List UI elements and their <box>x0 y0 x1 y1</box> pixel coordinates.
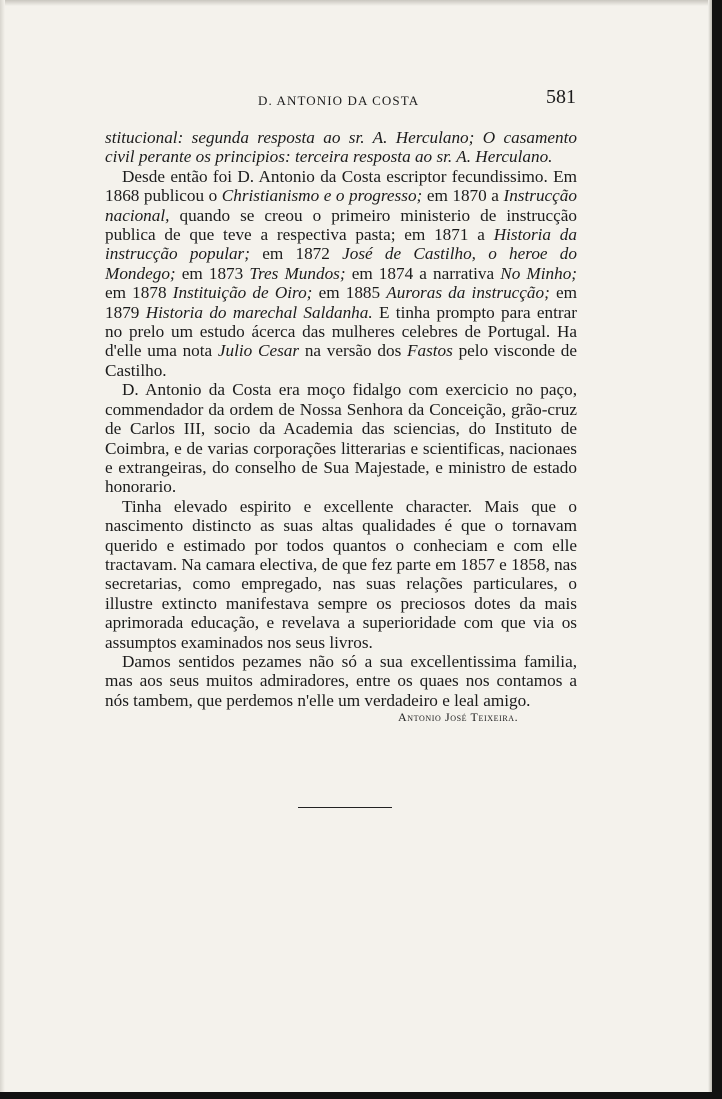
text-run: em 1870 a <box>422 186 504 206</box>
scan-right-border <box>712 0 722 1099</box>
italic-title: José de Castilho, o heroe do Mondego; <box>105 244 577 283</box>
italic-title: Tres Mundos; <box>249 263 346 283</box>
paragraph-condolences: Damos sentidos pezames não só a sua excellentissima familia, mas aos seus muitos admiradores, entre os quaes nos contamos a nós tambem, que perdemos n'elle um verdadeiro e leal amigo. <box>105 651 577 710</box>
text-run: E tinha prompto para entrar no prelo um estudo ácerca das mulheres celebres de Portugal. Ha d'elle uma nota <box>105 302 578 361</box>
italic-run: stitucional: segunda resposta ao sr. A. Herculano; O casamento civil perante os principios: terceira resposta ao sr. A. Herculano. <box>105 128 577 167</box>
text-run: em 1885 <box>312 283 387 303</box>
scan-bottom-border <box>0 1092 722 1099</box>
italic-title: Instrucção nacional, <box>105 186 577 225</box>
text-run: Desde então foi D. Antonio da Costa escriptor fecundissimo. Em 1868 publicou o <box>105 166 577 206</box>
page-body <box>105 128 577 710</box>
italic-title: Fastos <box>407 341 453 361</box>
italic-title: Christianismo e o progresso; <box>221 186 423 206</box>
text-run: em 1879 <box>105 283 578 322</box>
end-rule <box>298 807 392 808</box>
italic-title: Julio Cesar <box>217 341 300 361</box>
italic-title: Auroras da instrucção; <box>386 283 550 303</box>
scan-top-edge <box>0 0 722 6</box>
italic-title: Instituição de Oiro; <box>172 283 313 303</box>
author-signature: Antonio José Teixeira. <box>398 710 519 724</box>
running-head: D. ANTONIO DA COSTA <box>258 93 420 108</box>
text-run: em 1872 <box>249 244 343 264</box>
text-run: pelo visconde de Castilho. <box>105 341 577 380</box>
paragraph-character: Tinha elevado espirito e excellente character. Mais que o nascimento distincto as suas altas qualidades é que o tornavam querido e estimado por todos quantos o conheciam e com elle tractavam. Na camara electiva, de que fez parte em 1857 e 1858, nas secretarias, como empregado, nas suas relações particulares, o illustre extincto manifestava sempre os preciosos dotes da mais aprimorada educação, e revelava a superioridade com que via os assumptos examinados nos seus livros. <box>105 496 577 652</box>
paragraph-works <box>105 167 577 380</box>
text-run: em 1873 <box>175 263 250 283</box>
italic-title: No Minho; <box>500 263 578 283</box>
page-number: 581 <box>546 86 576 108</box>
scan-left-edge <box>0 0 5 1099</box>
text-run: em 1874 a narrativa <box>345 263 501 283</box>
text-run: na versão dos <box>299 341 407 361</box>
paragraph-continuation <box>105 128 577 167</box>
italic-title: Historia da instrucção popular; <box>105 225 577 264</box>
text-run: quando se creou o primeiro ministerio de instrucção publica de que teve a respectiva pasta; em 1871 a <box>105 205 577 245</box>
paragraph-honours: D. Antonio da Costa era moço fidalgo com exercicio no paço, commendador da ordem de Nossa Senhora da Conceição, grão-cruz de Carlos III, socio da Academia das sciencias, do Instituto de Coimbra, e de varias corporações litterarias e scientificas, nacionaes e extrangeiras, do conselho de Sua Majestade, e ministro de estado honorario. <box>105 380 577 497</box>
text-run: em 1878 <box>105 283 173 303</box>
italic-title: Historia do marechal Saldanha. <box>145 302 373 322</box>
